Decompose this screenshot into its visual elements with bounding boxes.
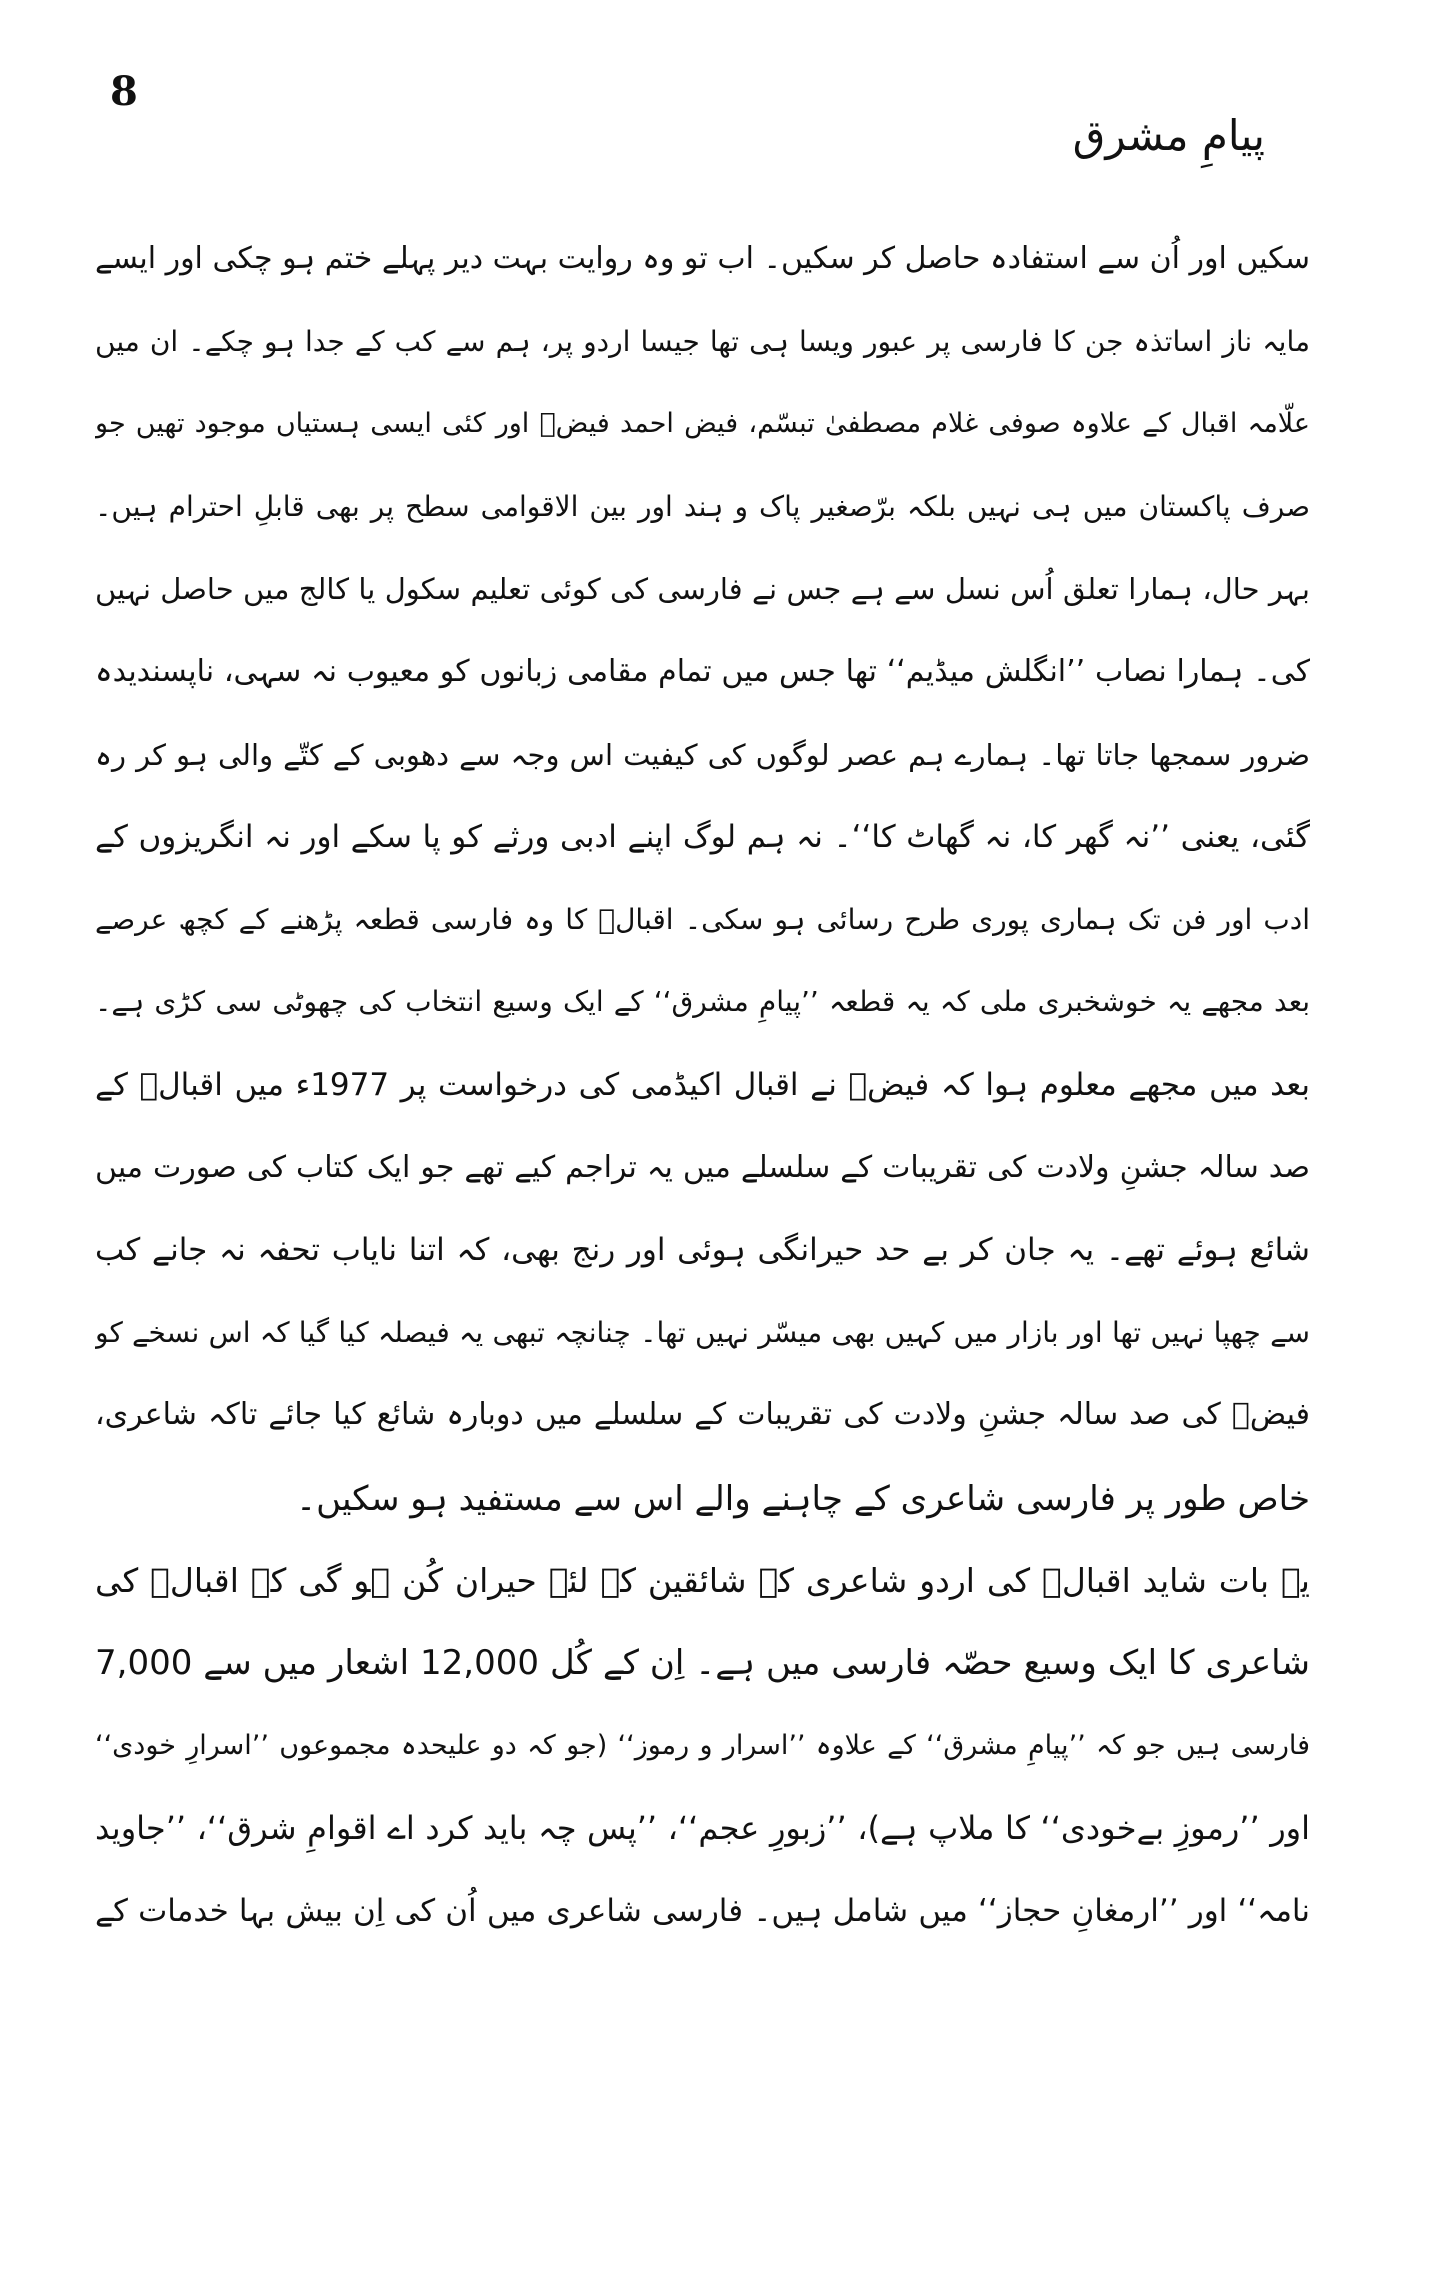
text-line: ضرور سمجھا جاتا تھا۔ ہمارے ہم عصر لوگوں کی کیفیت اس وجہ سے دھوبی کے کتّے والی ہو کر رہ — [95, 737, 1310, 772]
text-line: صد سالہ جشنِ ولادت کی تقریبات کے سلسلے میں یہ تراجم کیے تھے جو ایک کتاب کی صورت میں — [95, 1149, 1310, 1185]
text-line: خاص طور پر فارسی شاعری کے چاہنے والے اس سے مستفید ہو سکیں۔ — [296, 1478, 1310, 1519]
running-header: پیامِ مشرق — [1072, 111, 1265, 160]
text-line: سے چھپا نہیں تھا اور بازار میں کہیں بھی میسّر نہیں تھا۔ چنانچہ تبھی یہ فیصلہ کیا گیا کہ اس نسخے کو — [95, 1315, 1310, 1349]
text-line: ادب اور فن تک ہماری پوری طرح رسائی ہو سکی۔ اقبالؔ کا وہ فارسی قطعہ پڑھنے کے کچھ عرصے — [95, 902, 1310, 936]
page-number: 8 — [110, 68, 138, 115]
text-line: علّامہ اقبال کے علاوہ صوفی غلام مصطفیٰ تبسّم، فیض احمد فیضؔ اور کئی ایسی ہستیاں موجود تھیں جو — [95, 408, 1310, 440]
text-line: شاعری کا ایک وسیع حصّہ فارسی میں ہے۔ اِن کے کُل 12,000 اشعار میں سے 7,000 — [95, 1643, 1310, 1684]
text-line: مایہ ناز اساتذہ جن کا فارسی پر عبور ویسا ہی تھا جیسا اردو پر، ہم سے کب کے جدا ہو چکے۔ ان میں — [95, 324, 1310, 358]
text-line: گئی، یعنی ’’نہ گھر کا، نہ گھاٹ کا‘‘۔ نہ ہم لوگ اپنے ادبی ورثے کو پا سکے اور نہ انگریزوں کے — [95, 819, 1310, 856]
body-text — [95, 218, 1310, 1952]
text-line: کی۔ ہمارا نصاب ’’انگلش میڈیم‘‘ تھا جس میں تمام مقامی زبانوں کو معیوب نہ سہی، ناپسندیدہ — [95, 653, 1310, 689]
text-line: بعد میں مجھے معلوم ہوا کہ فیضؔ نے اقبال اکیڈمی کی درخواست پر 1977ء میں اقبالؔ کے — [95, 1066, 1310, 1103]
text-line: فیضؔ کی صد سالہ جشنِ ولادت کی تقریبات کے سلسلے میں دوبارہ شائع کیا جائے تاکہ شاعری، — [95, 1397, 1310, 1433]
text-line: بعد مجھے یہ خوشخبری ملی کہ یہ قطعہ ’’پیامِ مشرق‘‘ کے ایک وسیع انتخاب کی چھوٹی سی کڑی ہے۔ — [95, 985, 1310, 1019]
text-line: بہر حال، ہمارا تعلق اُس نسل سے ہے جس نے فارسی کی کوئی تعلیم سکول یا کالج میں حاصل نہیں — [95, 572, 1310, 607]
text-line: صرف پاکستان میں ہی نہیں بلکہ برّصغیر پاک و ہند اور بین الاقوامی سطح پر بھی قابلِ احترام ہیں۔ — [95, 489, 1310, 523]
text-line: فارسی ہیں جو کہ ’’پیامِ مشرق‘‘ کے علاوہ ’’اسرار و رموز‘‘ (جو کہ دو علیحدہ مجموعوں ’’اسرارِ خودی‘‘ — [95, 1729, 1310, 1761]
text-line: یہ بات شاید اقبالؔ کی اردو شاعری کے شائقین کے لئے حیران کُن ہو گی کہ اقبالؔ کی — [95, 1560, 1310, 1600]
text-line: سکیں اور اُن سے استفادہ حاصل کر سکیں۔ اب تو وہ روایت بہت دیر پہلے ختم ہو چکی اور ایسے — [95, 241, 1310, 276]
text-line: اور ’’رموزِ بےخودی‘‘ کا ملاپ ہے)، ’’زبورِ عجم‘‘، ’’پس چہ باید کرد اے اقوامِ شرق‘‘، ’’جاوید — [95, 1809, 1310, 1848]
text-line: نامہ‘‘ اور ’’ارمغانِ حجاز‘‘ میں شامل ہیں۔ فارسی شاعری میں اُن کی اِن بیش بہا خدمات کے — [95, 1892, 1310, 1929]
text-line: شائع ہوئے تھے۔ یہ جان کر بے حد حیرانگی ہوئی اور رنج بھی، کہ اتنا نایاب تحفہ نہ جانے کب — [95, 1232, 1310, 1269]
